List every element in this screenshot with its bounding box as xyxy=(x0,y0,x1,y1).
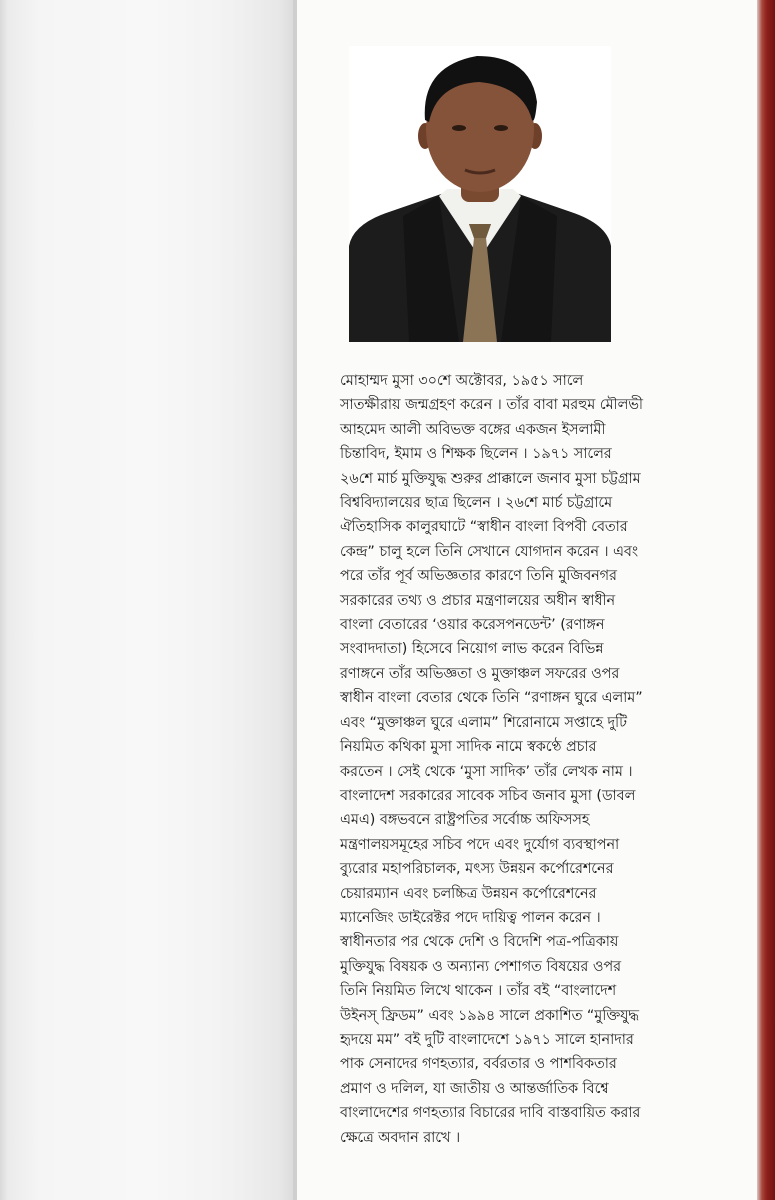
bio-line: মন্ত্রণালয়সমূহের সচিব পদে এবং দুর্যোগ ব্যবস্থাপনা xyxy=(340,836,620,853)
bio-line: ক্ষেত্রে অবদান রাখে । xyxy=(340,1129,461,1146)
bio-line: কেন্দ্র” চালু হলে তিনি সেখানে যোগদান করেন । এবং xyxy=(340,543,639,560)
bio-line: বাংলা বেতারের ‘ওয়ার করেসপনডেন্ট’ (রণাঙ্গন xyxy=(340,617,605,634)
author-portrait xyxy=(349,46,611,342)
bio-line: সাতক্ষীরায় জন্মগ্রহণ করেন । তাঁর বাবা মরহুম মৌলভী xyxy=(340,397,644,414)
author-portrait-drawing xyxy=(349,46,611,342)
bio-line: পাক সেনাদের গণহত্যার, বর্বরতার ও পাশবিকতার xyxy=(340,1056,617,1073)
bio-line: উইনস্‌ ফ্রিডম” এবং ১৯৯৪ সালে প্রকাশিত “মুক্তিযুদ্ধ xyxy=(340,1007,639,1024)
bio-line: বিশ্ববিদ্যালয়ের ছাত্র ছিলেন । ২৬শে মার্চ চট্টগ্রামে xyxy=(340,495,613,512)
left-blank-panel xyxy=(0,0,293,1200)
bio-line: চিন্তাবিদ, ইমাম ও শিক্ষক ছিলেন । ১৯৭১ সালের xyxy=(340,446,612,463)
bio-line: স্বাধীনতার পর থেকে দেশি ও বিদেশি পত্র-পত্রিকায় xyxy=(340,934,619,951)
bio-line: প্রমাণ ও দলিল, যা জাতীয় ও আন্তর্জাতিক বিশ্বে xyxy=(340,1080,609,1097)
bio-line: ম্যানেজিং ডাইরেক্টর পদে দায়িত্ব পালন করেন । xyxy=(340,909,601,926)
bio-line: আহমেদ আলী অবিভক্ত বঙ্গের একজন ইসলামী xyxy=(340,421,606,438)
bio-line: এমএ) বঙ্গভবনে রাষ্ট্রপতির সর্বোচ্চ অফিসসহ xyxy=(340,812,590,829)
bio-line: ব্যুরোর মহাপরিচালক, মৎস্য উন্নয়ন কর্পোরেশনের xyxy=(340,861,614,878)
cover-spine-edge xyxy=(757,0,775,1200)
bio-line: এবং “মুক্তাঞ্চল ঘুরে এলাম” শিরোনামে সপ্তাহে দুটি xyxy=(340,714,627,731)
bio-line: ২৬শে মার্চ মুক্তিযুদ্ধ শুরুর প্রাক্কালে জনাব মুসা চট্টগ্রাম xyxy=(340,470,641,487)
bio-line: রণাঙ্গনে তাঁর অভিজ্ঞতা ও মুক্তাঞ্চল সফরের ওপর xyxy=(340,665,620,682)
bio-line: সংবাদদাতা) হিসেবে নিয়োগ লাভ করেন বিভিন্ন xyxy=(340,641,604,658)
bio-line: বাংলাদেশের গণহত্যার বিচারের দাবি বাস্তবায়িত করার xyxy=(340,1105,641,1122)
bio-line: করতেন । সেই থেকে ‘মুসা সাদিক’ তাঁর লেখক নাম । xyxy=(340,763,633,780)
bio-line: স্বাধীন বাংলা বেতার থেকে তিনি “রণাঙ্গন ঘুরে এলাম” xyxy=(340,690,643,707)
bio-line: হৃদয়ে মম” বই দুটি বাংলাদেশে ১৯৭১ সালে হানাদার xyxy=(340,1031,634,1048)
bio-line: ঐতিহাসিক কালুরঘাটে “স্বাধীন বাংলা বিপবী বেতার xyxy=(340,519,628,536)
bio-line: চেয়ারম্যান এবং চলচ্চিত্র উন্নয়ন কর্পোরেশনের xyxy=(340,885,597,902)
bio-line: পরে তাঁর পূর্ব অভিজ্ঞতার কারণে তিনি মুজিবনগর xyxy=(340,568,617,585)
bio-line: মোহাম্মদ মুসা ৩০শে অক্টোবর, ১৯৫১ সালে xyxy=(340,373,584,389)
author-bio xyxy=(340,369,744,1150)
bio-line: বাংলাদেশ সরকারের সাবেক সচিব জনাব মুসা (ডাবল xyxy=(340,787,636,804)
bio-line: তিনি নিয়মিত লিখে থাকেন । তাঁর বই “বাংলাদেশ xyxy=(340,983,617,1000)
bio-line: মুক্তিযুদ্ধ বিষয়ক ও অন্যান্য পেশাগত বিষয়ের ওপর xyxy=(340,958,621,975)
bio-line: সরকারের তথ্য ও প্রচার মন্ত্রণালয়ের অধীন স্বাধীন xyxy=(340,592,616,609)
bio-line: নিয়মিত কথিকা মুসা সাদিক নামে স্বকণ্ঠে প্রচার xyxy=(340,739,597,756)
